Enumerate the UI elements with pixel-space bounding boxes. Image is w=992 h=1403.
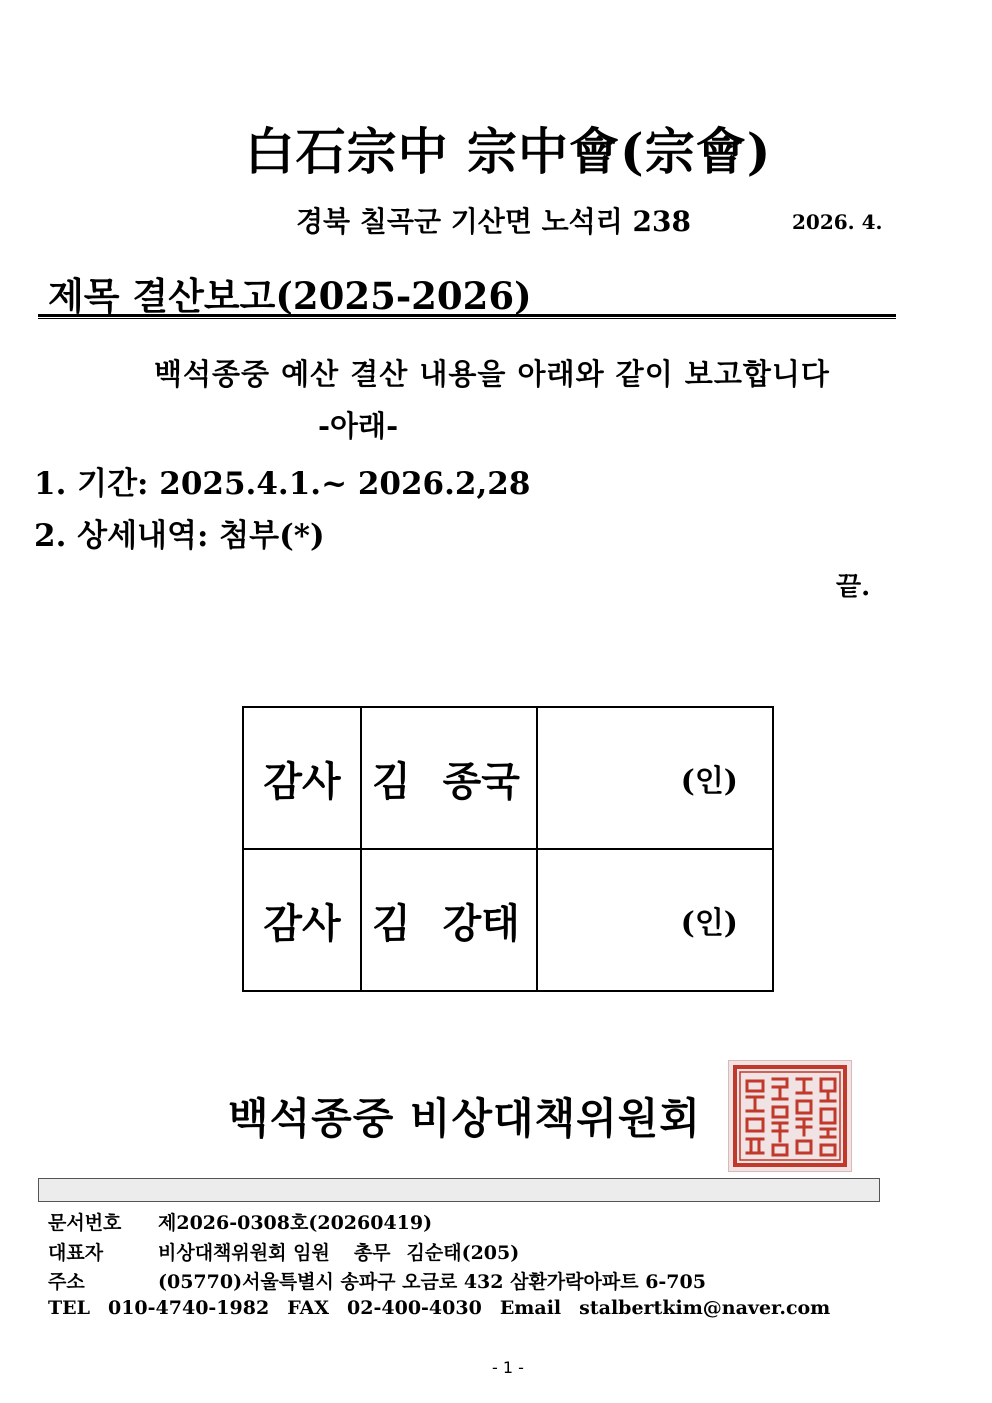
organization-address: 경북 칠곡군 기산면 노석리 238 xyxy=(296,205,691,238)
tel-label: TEL xyxy=(48,1297,90,1319)
address-label: 주소 xyxy=(48,1271,85,1293)
intro-sentence: 백석종중 예산 결산 내용을 아래와 같이 보고합니다 xyxy=(154,357,830,391)
fax-label: FAX xyxy=(287,1297,330,1319)
footer-doc-number xyxy=(48,1208,432,1235)
email-label: Email xyxy=(499,1297,562,1319)
end-mark: 끝. xyxy=(836,572,871,602)
official-seal-stamp xyxy=(728,1060,852,1172)
doc-number-value: 제2026-0308호(20260419) xyxy=(158,1212,433,1234)
table-row xyxy=(243,707,773,849)
page-number: - 1 - xyxy=(492,1358,524,1377)
representative-role: 총무 xyxy=(353,1242,391,1264)
seal-stamp-graphic xyxy=(729,1061,851,1171)
organization-title: 白石宗中 宗中會(宗會) xyxy=(244,122,772,181)
auditor-name: 김 강태 xyxy=(361,849,537,991)
representative-label: 대표자 xyxy=(48,1242,104,1264)
representative-org: 비상대책위원회 임원 xyxy=(158,1242,330,1264)
document-date: 2026. 4. xyxy=(792,210,883,234)
auditor-seal-mark: (인) xyxy=(537,707,773,849)
issuing-committee: 백석종중 비상대책위원회 xyxy=(228,1094,701,1143)
subject-divider xyxy=(38,314,896,319)
email-value: stalbertkim@naver.com xyxy=(579,1297,831,1319)
auditor-name: 김 종국 xyxy=(361,707,537,849)
detail-item-attachment: 2. 상세내역: 첨부(*) xyxy=(34,518,325,554)
footer-contact xyxy=(48,1297,848,1319)
auditor-role: 감사 xyxy=(243,849,361,991)
auditor-role: 감사 xyxy=(243,707,361,849)
footer-divider-bar xyxy=(38,1178,880,1202)
representative-name: 김순태(205) xyxy=(406,1242,520,1264)
footer-address xyxy=(48,1267,706,1294)
auditor-signature-table xyxy=(242,706,774,992)
auditor-seal-mark: (인) xyxy=(537,849,773,991)
fax-value: 02-400-4030 xyxy=(347,1297,482,1319)
doc-number-label: 문서번호 xyxy=(48,1212,122,1234)
address-value: (05770)서울특별시 송파구 오금로 432 삼환가락아파트 6-705 xyxy=(158,1271,706,1293)
footer-representative xyxy=(48,1238,519,1265)
below-label: -아래- xyxy=(318,409,399,443)
document-subject: 제목 결산보고(2025-2026) xyxy=(48,274,532,318)
detail-item-period: 1. 기간: 2025.4.1.~ 2026.2,28 xyxy=(34,466,531,502)
table-row xyxy=(243,849,773,991)
tel-value: 010-4740-1982 xyxy=(107,1297,270,1319)
